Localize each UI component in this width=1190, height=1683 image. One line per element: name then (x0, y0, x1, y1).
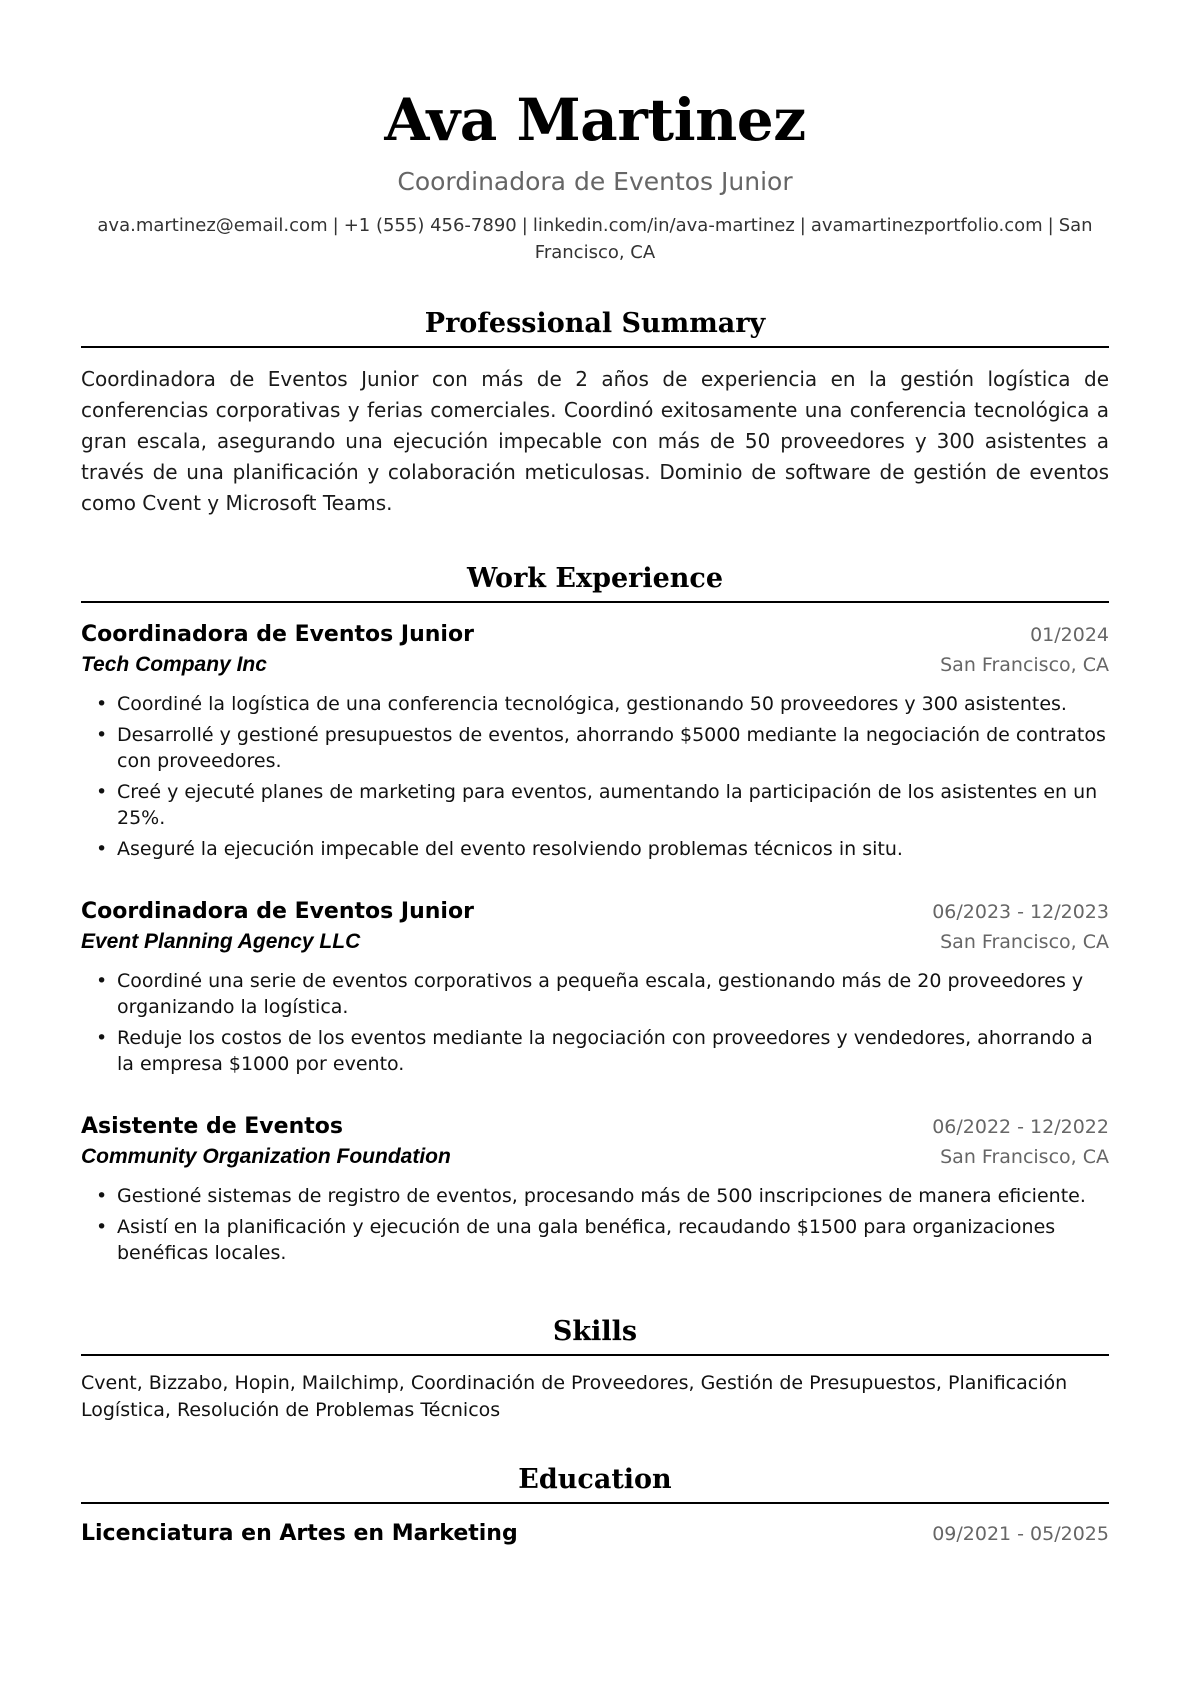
bullet-text: Desarrollé y gestioné presupuestos de eventos, ahorrando $5000 mediante la negociación de contratos con proveedores. (117, 724, 1106, 772)
job-header (81, 896, 1109, 928)
summary-text: Coordinadora de Eventos Junior con más de 2 años de experiencia en la gestión logística de conferencias corporativas y ferias comerciales. Coordinó exitosamente una conferencia tecnológica a gran escala, asegurando una ejecución impecable con más de 50 proveedores y 300 asistentes a través de una planificación y colaboración meticulosas. Dominio de software de gestión de eventos como Cvent y Microsoft Teams. (81, 367, 1109, 515)
contact-phone: +1 (555) 456-7890 (343, 215, 517, 236)
bullet-icon: • (96, 781, 108, 803)
section-divider (81, 1502, 1109, 1504)
job-location: San Francisco, CA (940, 1146, 1109, 1168)
bullet-text: Asistí en la planificación y ejecución de una gala benéfica, recaudando $1500 para organizaciones benéficas locales. (117, 1216, 1056, 1264)
candidate-name: Ava Martinez (384, 86, 806, 154)
job-bullets (81, 968, 1109, 1077)
list-item (81, 691, 1109, 717)
job-company: Community Organization Foundation (81, 1145, 451, 1168)
skills-text: Cvent, Bizzabo, Hopin, Mailchimp, Coordinación de Proveedores, Gestión de Presupuestos, Planificación Logística, Resolución de Problemas Técnicos (81, 1372, 1068, 1421)
job-company: Event Planning Agency LLC (81, 930, 361, 953)
contact-location: San Francisco, CA (534, 215, 1093, 263)
job-entry (81, 1111, 1109, 1266)
contact-portfolio: avamartinezportfolio.com (810, 215, 1043, 236)
job-subheader (81, 930, 1109, 954)
list-item (81, 722, 1109, 774)
job-location: San Francisco, CA (940, 931, 1109, 953)
contact-email: ava.martinez@email.com (97, 215, 328, 236)
job-bullets (81, 691, 1109, 862)
list-item (81, 836, 1109, 862)
job-date: 01/2024 (1030, 624, 1109, 646)
job-header (81, 1111, 1109, 1143)
bullet-text: Gestioné sistemas de registro de eventos, procesando más de 500 inscripciones de manera eficiente. (117, 1185, 1086, 1207)
education-entry (81, 1518, 1109, 1550)
job-entry (81, 896, 1109, 1077)
section-divider (81, 1354, 1109, 1356)
job-location: San Francisco, CA (940, 654, 1109, 676)
bullet-icon: • (96, 1216, 108, 1238)
bullet-icon: • (96, 724, 108, 746)
bullet-text: Creé y ejecuté planes de marketing para eventos, aumentando la participación de los asistentes en un 25%. (117, 781, 1098, 829)
job-subheader (81, 1145, 1109, 1169)
education-degree: Licenciatura en Artes en Marketing (81, 1521, 518, 1546)
job-entry (81, 619, 1109, 862)
contact-line (81, 212, 1109, 266)
bullet-icon: • (96, 838, 108, 860)
section-title-education: Education (518, 1464, 672, 1495)
contact-linkedin: linkedin.com/in/ava-martinez (532, 215, 795, 236)
job-subheader (81, 653, 1109, 677)
job-header (81, 619, 1109, 651)
bullet-text: Coordiné la logística de una conferencia tecnológica, gestionando 50 proveedores y 300 asistentes. (117, 693, 1067, 715)
bullet-icon: • (96, 1185, 108, 1207)
job-title: Coordinadora de Eventos Junior (81, 622, 474, 647)
bullet-text: Coordiné una serie de eventos corporativos a pequeña escala, gestionando más de 20 proveedores y organizando la logística. (117, 970, 1084, 1018)
list-item (81, 1183, 1109, 1209)
section-divider (81, 346, 1109, 348)
list-item (81, 779, 1109, 831)
contact-separator: | (332, 215, 339, 236)
job-date: 06/2023 - 12/2023 (932, 901, 1109, 923)
list-item (81, 968, 1109, 1020)
education-date: 09/2021 - 05/2025 (932, 1523, 1109, 1545)
bullet-icon: • (96, 1027, 108, 1049)
job-title: Asistente de Eventos (81, 1114, 343, 1139)
job-company: Tech Company Inc (81, 653, 267, 676)
candidate-role: Coordinadora de Eventos Junior (397, 167, 793, 196)
section-divider (81, 601, 1109, 603)
list-item (81, 1214, 1109, 1266)
list-item (81, 1025, 1109, 1077)
job-date: 06/2022 - 12/2022 (932, 1116, 1109, 1138)
contact-separator: | (799, 215, 806, 236)
bullet-text: Reduje los costos de los eventos mediante la negociación con proveedores y vendedores, ahorrando a la empresa $1000 por evento. (117, 1027, 1093, 1075)
bullet-icon: • (96, 970, 108, 992)
contact-separator: | (521, 215, 528, 236)
section-title-summary: Professional Summary (424, 308, 766, 339)
section-title-experience: Work Experience (466, 563, 724, 594)
bullet-text: Aseguré la ejecución impecable del evento resolviendo problemas técnicos in situ. (117, 838, 903, 860)
job-bullets (81, 1183, 1109, 1266)
contact-separator: | (1047, 215, 1054, 236)
bullet-icon: • (96, 693, 108, 715)
section-title-skills: Skills (552, 1316, 638, 1347)
job-title: Coordinadora de Eventos Junior (81, 899, 474, 924)
